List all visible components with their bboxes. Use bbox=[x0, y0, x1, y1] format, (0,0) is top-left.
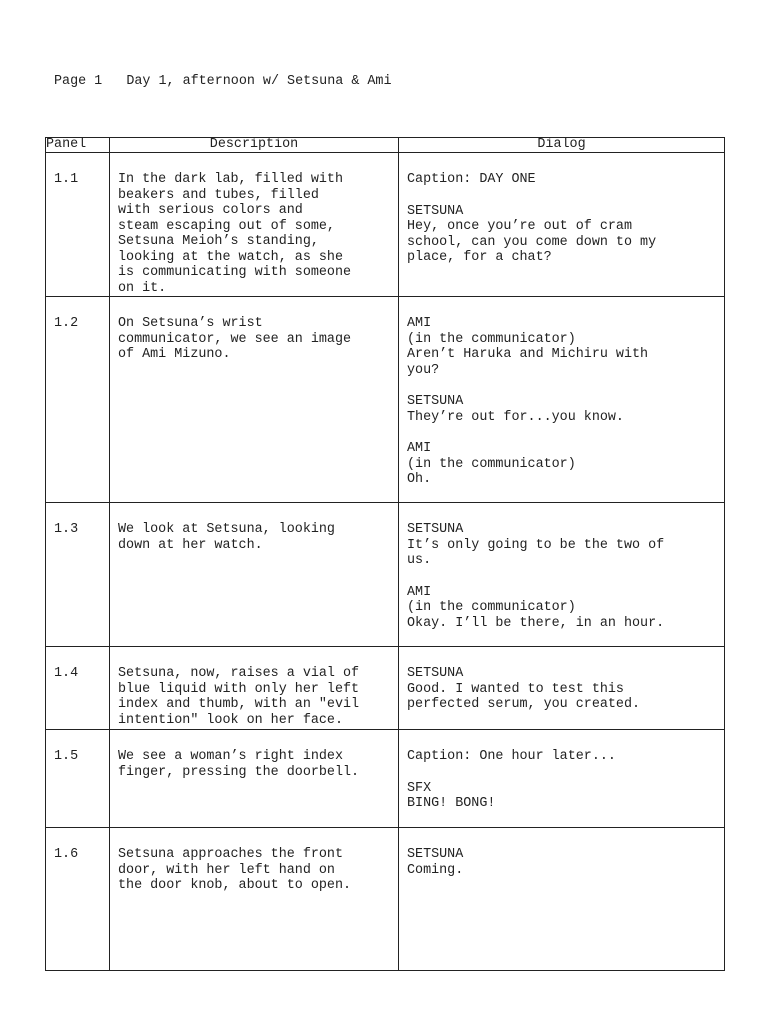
dialog-line: BING! BONG! bbox=[407, 796, 496, 811]
dialog-line: Good. I wanted to test this bbox=[407, 681, 624, 697]
dialog-line: you? bbox=[407, 362, 440, 378]
script-table bbox=[45, 137, 725, 971]
dialog-line: SETSUNA bbox=[407, 666, 464, 681]
dialog-block bbox=[407, 666, 716, 713]
description-line: blue liquid with only her left bbox=[118, 681, 360, 697]
description-line: Setsuna approaches the front bbox=[118, 847, 343, 862]
dialog-line: SETSUNA bbox=[407, 203, 464, 219]
dialog-block bbox=[407, 204, 716, 266]
dialog-line: Aren’t Haruka and Michiru with bbox=[407, 347, 649, 362]
description-line: beakers and tubes, filled bbox=[118, 187, 319, 203]
description-line: finger, pressing the doorbell. bbox=[118, 764, 360, 780]
table-row bbox=[46, 297, 725, 503]
panel-number-cell bbox=[46, 503, 110, 647]
dialog-line: It’s only going to be the two of bbox=[407, 537, 665, 553]
panel-number: 1.6 bbox=[54, 847, 79, 862]
description-line: the door knob, about to open. bbox=[118, 878, 352, 893]
dialog-block bbox=[407, 522, 716, 569]
description-cell bbox=[110, 153, 399, 297]
dialog-cell bbox=[399, 503, 725, 647]
dialog-line: AMI bbox=[407, 584, 432, 600]
description-line: with serious colors and bbox=[118, 203, 303, 218]
dialog-block bbox=[407, 172, 716, 188]
description-line: of Ami Mizuno. bbox=[118, 347, 231, 362]
description-line: door, with her left hand on bbox=[118, 862, 335, 878]
dialog-block bbox=[407, 316, 716, 378]
dialog-line: AMI bbox=[407, 441, 432, 456]
table-row bbox=[46, 503, 725, 647]
dialog-block bbox=[407, 847, 716, 878]
dialog-block bbox=[407, 394, 716, 425]
dialog-line: Oh. bbox=[407, 472, 432, 487]
description-cell bbox=[110, 503, 399, 647]
table-row bbox=[46, 647, 725, 730]
dialog-line: us. bbox=[407, 553, 432, 568]
dialog-block bbox=[407, 749, 716, 765]
panel-number: 1.1 bbox=[54, 172, 79, 187]
dialog-line: (in the communicator) bbox=[407, 600, 576, 615]
description-line: We see a woman’s right index bbox=[118, 749, 343, 764]
description-line: is communicating with someone bbox=[118, 265, 352, 280]
panel-number: 1.5 bbox=[54, 749, 79, 764]
description-cell bbox=[110, 730, 399, 828]
panel-number-cell bbox=[46, 153, 110, 297]
table-row bbox=[46, 828, 725, 971]
dialog-line: Coming. bbox=[407, 862, 464, 878]
dialog-cell bbox=[399, 647, 725, 730]
description-cell bbox=[110, 828, 399, 971]
table-header-row bbox=[46, 138, 725, 153]
description-line: looking at the watch, as she bbox=[118, 249, 343, 265]
dialog-line: Caption: One hour later... bbox=[407, 749, 616, 764]
dialog-cell bbox=[399, 153, 725, 297]
description-line: We look at Setsuna, looking bbox=[118, 522, 335, 537]
table-row bbox=[46, 153, 725, 297]
column-header-dialog: Dialog bbox=[399, 138, 725, 153]
description-line: In the dark lab, filled with bbox=[118, 172, 343, 187]
description-line: Setsuna Meioh’s standing, bbox=[118, 234, 319, 249]
dialog-cell bbox=[399, 828, 725, 971]
dialog-line: place, for a chat? bbox=[407, 250, 552, 265]
table-row bbox=[46, 730, 725, 828]
dialog-line: perfected serum, you created. bbox=[407, 697, 641, 712]
description-line: index and thumb, with an "evil bbox=[118, 697, 360, 712]
description-line: down at her watch. bbox=[118, 537, 263, 553]
panel-number: 1.2 bbox=[54, 316, 79, 331]
panel-number-cell bbox=[46, 647, 110, 730]
description-line: on it. bbox=[118, 280, 167, 296]
dialog-block bbox=[407, 781, 716, 812]
column-header-description: Description bbox=[110, 138, 399, 153]
dialog-line: AMI bbox=[407, 316, 432, 331]
dialog-cell bbox=[399, 730, 725, 828]
dialog-line: They’re out for...you know. bbox=[407, 409, 624, 425]
dialog-line: SETSUNA bbox=[407, 847, 464, 862]
description-cell bbox=[110, 297, 399, 503]
dialog-block bbox=[407, 585, 716, 632]
dialog-line: SFX bbox=[407, 780, 432, 796]
description-line: Setsuna, now, raises a vial of bbox=[118, 666, 360, 681]
dialog-line: (in the communicator) bbox=[407, 456, 576, 472]
dialog-block bbox=[407, 441, 716, 488]
panel-number: 1.4 bbox=[54, 666, 79, 681]
description-line: steam escaping out of some, bbox=[118, 218, 335, 234]
panel-number-cell bbox=[46, 828, 110, 971]
page-header: Page 1 Day 1, afternoon w/ Setsuna & Ami bbox=[54, 74, 392, 89]
description-line: communicator, we see an image bbox=[118, 331, 352, 347]
panel-number-cell bbox=[46, 730, 110, 828]
dialog-cell bbox=[399, 297, 725, 503]
panel-number: 1.3 bbox=[54, 522, 79, 537]
dialog-line: (in the communicator) bbox=[407, 331, 576, 347]
dialog-line: Caption: DAY ONE bbox=[407, 172, 536, 187]
description-line: intention" look on her face. bbox=[118, 712, 343, 728]
dialog-line: Okay. I’ll be there, in an hour. bbox=[407, 615, 665, 631]
dialog-line: Hey, once you’re out of cram bbox=[407, 219, 632, 234]
dialog-line: SETSUNA bbox=[407, 522, 464, 537]
panel-number-cell bbox=[46, 297, 110, 503]
dialog-line: school, can you come down to my bbox=[407, 234, 657, 250]
description-line: On Setsuna’s wrist bbox=[118, 316, 263, 331]
dialog-line: SETSUNA bbox=[407, 394, 464, 409]
column-header-panel: Panel bbox=[46, 138, 110, 153]
description-cell bbox=[110, 647, 399, 730]
